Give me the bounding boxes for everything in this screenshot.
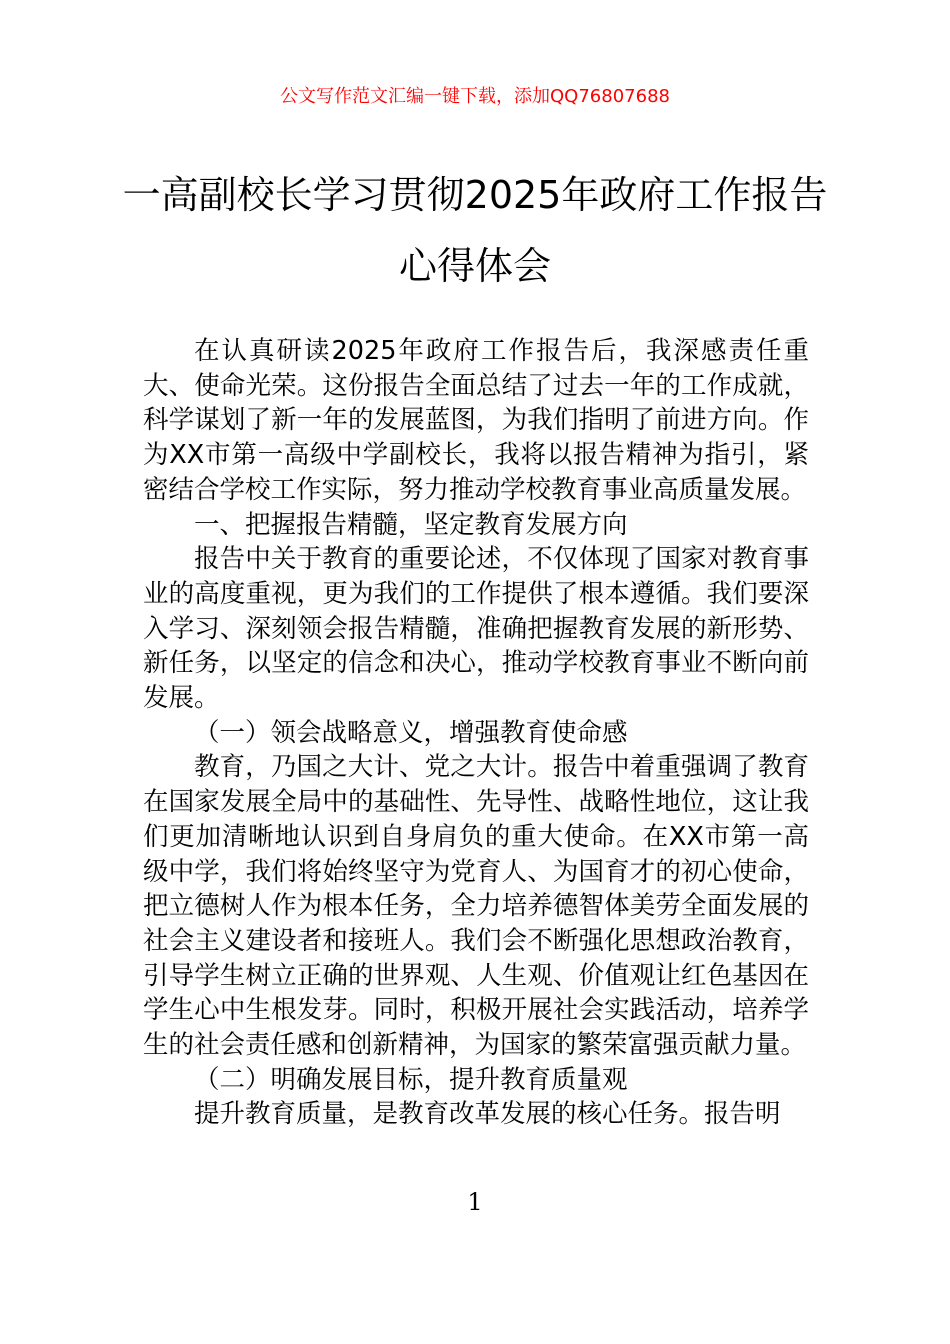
document-title-line-1: 一高副校长学习贯彻2025年政府工作报告 — [122, 173, 828, 217]
document-body — [143, 334, 809, 1132]
paragraph: 提升教育质量，是教育改革发展的核心任务。报告明 — [194, 1099, 781, 1130]
section-heading-1: 一、把握报告精髓，坚定教育发展方向 — [194, 509, 628, 540]
paragraph: 报告中关于教育的重要论述，不仅体现了国家对教育事业的高度重视，更为我们的工作提供了根本遵循。我们要深入学习、深刻领会报告精髓，准确把握教育发展的新形势、新任务，以坚定的信念和决心，推动学校教育事业不断向前发展。 — [143, 544, 809, 714]
paragraph-intro: 在认真研读2025年政府工作报告后，我深感责任重大、使命光荣。这份报告全面总结了过去一年的工作成就，科学谋划了新一年的发展蓝图，为我们指明了前进方向。作为XX市第一高级中学副校长，我将以报告精神为指引，紧密结合学校工作实际，努力推动学校教育事业高质量发展。 — [143, 336, 809, 505]
subsection-heading-1: （一）领会战略意义，增强教育使命感 — [194, 717, 628, 748]
promo-header: 公文写作范文汇编一键下载，添加QQ76807688 — [280, 86, 670, 107]
subsection-heading-2: （二）明确发展目标，提升教育质量观 — [194, 1064, 628, 1095]
paragraph: 教育，乃国之大计、党之大计。报告中着重强调了教育在国家发展全局中的基础性、先导性、战略性地位，这让我们更加清晰地认识到自身肩负的重大使命。在XX市第一高级中学，我们将始终坚守为党育人、为国育才的初心使命，把立德树人作为根本任务，全力培养德智体美劳全面发展的社会主义建设者和接班人。我们会不断强化思想政治教育，引导学生树立正确的世界观、人生观、价值观让红色基因在学生心中生根发芽。同时，积极开展社会实践活动，培养学生的社会责任感和创新精神，为国家的繁荣富强贡献力量。 — [143, 752, 809, 1061]
page-number: 1 — [467, 1188, 483, 1216]
document-title-line-2: 心得体会 — [398, 244, 551, 288]
